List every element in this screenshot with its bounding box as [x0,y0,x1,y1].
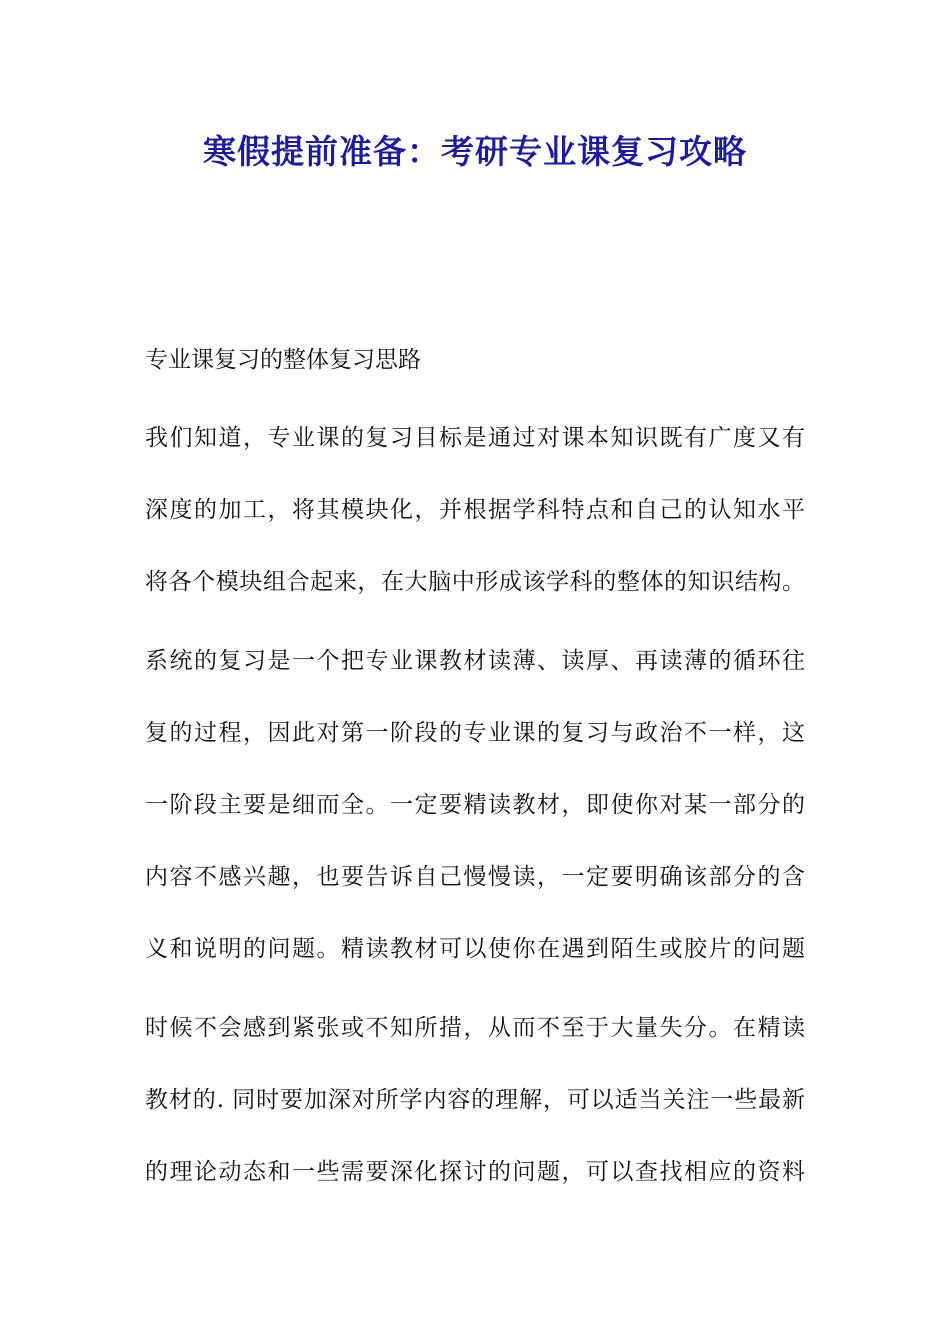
section-heading: 专业课复习的整体复习思路 [145,347,421,373]
body-line: 系统的复习是一个把专业课教材读薄、读厚、再读薄的循环往 [145,648,805,674]
body-line: 将各个模块组合起来，在大脑中形成该学科的整体的知识结构。 [145,569,805,595]
body-line: 时候不会感到紧张或不知所措，从而不至于大量失分。在精读 [145,1015,805,1041]
body-line: 义和说明的问题。精读教材可以使你在遇到陌生或胶片的问题 [145,936,805,962]
body-line: 教材的. 同时要加深对所学内容的理解，可以适当关注一些最新 [145,1087,805,1113]
page-title: 寒假提前准备：考研专业课复习攻略 [203,132,747,171]
body-line: 深度的加工，将其模块化，并根据学科特点和自己的认知水平 [145,497,805,523]
body-line: 我们知道，专业课的复习目标是通过对课本知识既有广度又有 [145,425,805,451]
body-line: 的理论动态和一些需要深化探讨的问题，可以查找相应的资料 [145,1159,805,1185]
body-line: 一阶段主要是细而全。一定要精读教材，即使你对某一部分的 [145,792,805,818]
body-line: 复的过程，因此对第一阶段的专业课的复习与政治不一样，这 [145,720,805,746]
body-line: 内容不感兴趣，也要告诉自己慢慢读，一定要明确该部分的含 [145,864,805,890]
